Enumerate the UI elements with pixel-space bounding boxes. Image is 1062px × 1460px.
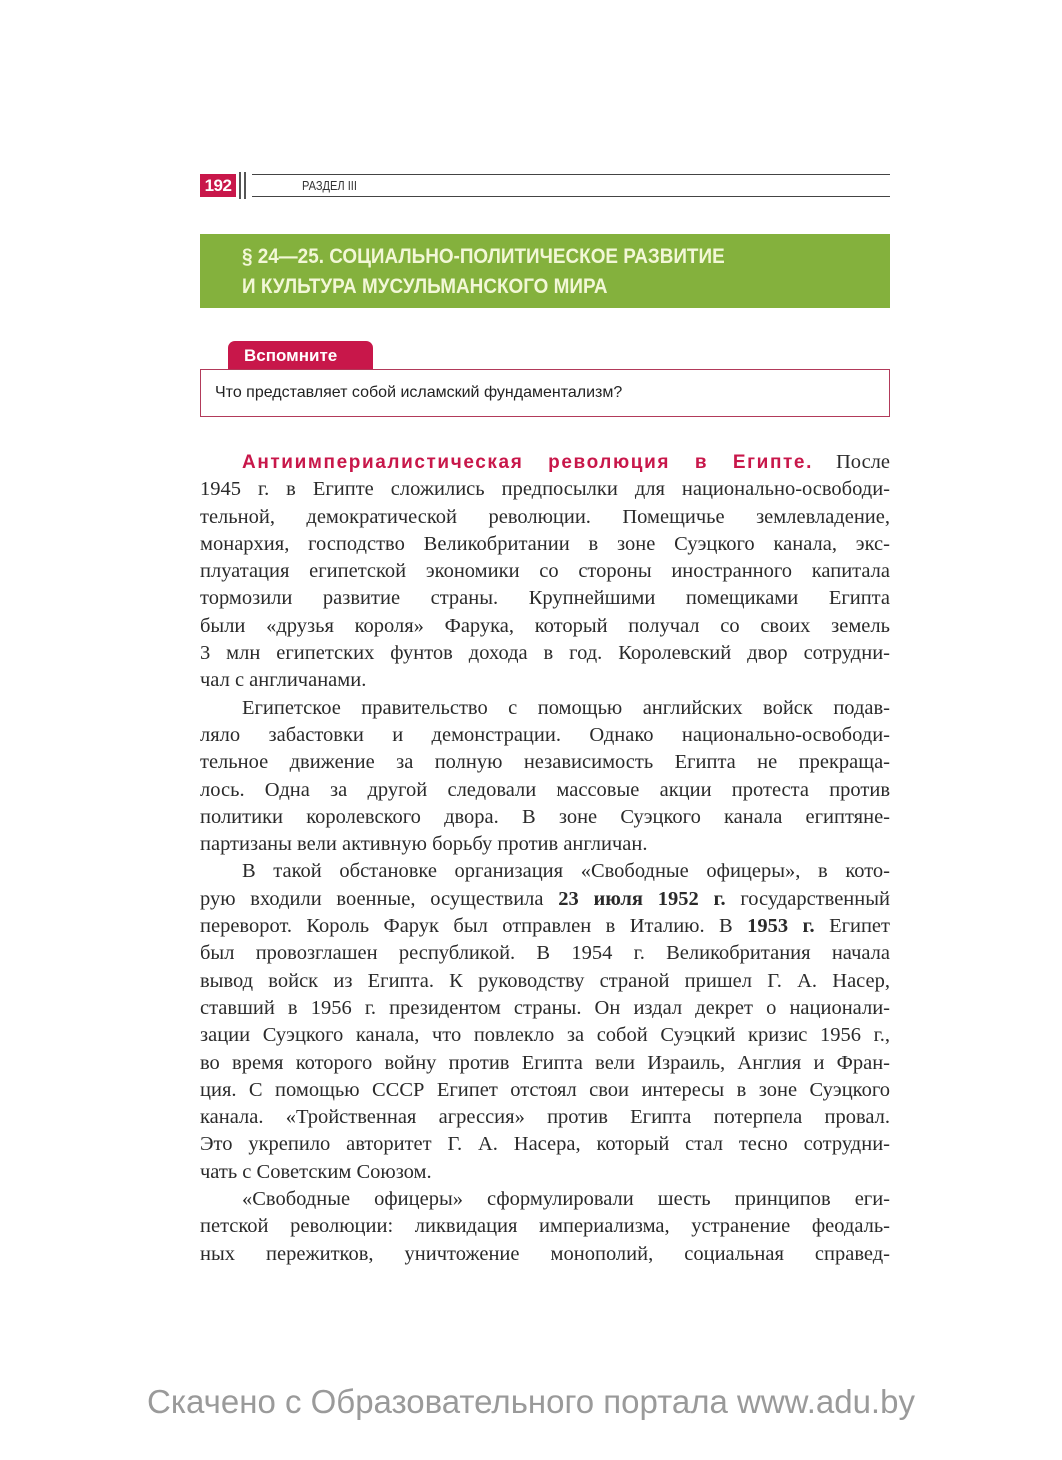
text-line xyxy=(200,449,890,476)
text-segment: переворот. Король Фарук был отправлен в Италию. В xyxy=(200,915,748,938)
text-segment: рую входили военные, осуществила xyxy=(200,887,559,910)
recall-label: Вспомните xyxy=(228,341,373,370)
text-segment: 3 млн египетских фунтов дохода в год. Королевский двор сотрудни- xyxy=(200,642,890,665)
text-segment: чать с Советским Союзом. xyxy=(200,1160,432,1183)
text-segment: вывод войск из Египта. К руководству страной пришел Г. А. Насер, xyxy=(200,969,890,992)
header-rule-bottom xyxy=(252,196,890,197)
emphasis-text: Антиимпериалистическая революция в Египте. xyxy=(242,452,813,473)
text-segment: В такой обстановке организация «Свободные офицеры», в кото- xyxy=(242,860,890,883)
paragraph xyxy=(200,1186,890,1268)
text-line xyxy=(200,1050,890,1077)
text-segment: ция. С помощью СССР Египет отстоял свои интересы в зоне Суэцкого xyxy=(200,1078,890,1101)
text-line xyxy=(200,968,890,995)
text-segment: 1945 г. в Египте сложились предпосылки для национально-освободи- xyxy=(200,478,890,501)
text-line xyxy=(200,1186,890,1213)
text-line xyxy=(200,1077,890,1104)
emphasis-text: 1953 г. xyxy=(747,915,815,938)
text-segment: Египетское правительство с помощью английских войск подав- xyxy=(242,696,890,719)
text-line xyxy=(200,804,890,831)
text-line xyxy=(200,531,890,558)
emphasis-text: 23 июля 1952 г. xyxy=(558,887,726,910)
text-segment: были «друзья короля» Фарука, который получал со своих земель xyxy=(200,614,890,637)
text-segment: тельной, демократической революции. Помещичье землевладение, xyxy=(200,505,890,528)
text-line xyxy=(200,995,890,1022)
watermark: Скачено с Образовательного портала www.adu.by xyxy=(147,1383,915,1420)
text-segment: зации Суэцкого канала, что повлекло за собой Суэцкий кризис 1956 г., xyxy=(200,1024,890,1047)
text-line xyxy=(200,1213,890,1240)
text-segment: петской революции: ликвидация империализма, устранение феодаль- xyxy=(200,1215,890,1238)
text-line xyxy=(200,913,890,940)
text-segment: тельное движение за полную независимость Египта не прекраща- xyxy=(200,751,890,774)
text-segment: партизаны вели активную борьбу против англичан. xyxy=(200,833,648,856)
chapter-title-line1: § 24—25. СОЦИАЛЬНО-ПОЛИТИЧЕСКОЕ РАЗВИТИЕ xyxy=(242,245,725,268)
body-text xyxy=(200,449,890,1268)
divider xyxy=(239,172,241,199)
text-segment: чал с англичанами. xyxy=(200,669,367,692)
text-segment: государственный xyxy=(725,887,890,910)
text-line xyxy=(200,831,890,858)
recall-question: Что представляет собой исламский фундаментализм? xyxy=(215,384,623,401)
text-line xyxy=(200,722,890,749)
text-segment: После xyxy=(812,451,891,473)
paragraph xyxy=(200,449,890,695)
text-segment: «Свободные офицеры» сформулировали шесть принципов еги- xyxy=(242,1188,890,1211)
text-line xyxy=(200,1159,890,1186)
text-line xyxy=(200,667,890,694)
text-line xyxy=(200,886,890,913)
text-line xyxy=(200,504,890,531)
text-segment: во время которого войну против Египта вели Израиль, Англия и Фран- xyxy=(200,1051,890,1074)
text-segment: ставший в 1956 г. президентом страны. Он издал декрет о национали- xyxy=(200,996,890,1019)
header-rule-top xyxy=(252,174,890,175)
text-line xyxy=(200,749,890,776)
chapter-title xyxy=(200,234,890,308)
text-segment: политики королевского двора. В зоне Суэцкого канала египтяне- xyxy=(200,805,890,828)
text-line xyxy=(200,1022,890,1049)
paragraph xyxy=(200,695,890,859)
chapter-title-line2: И КУЛЬТУРА МУСУЛЬМАНСКОГО МИРА xyxy=(242,275,608,298)
text-segment: Это укрепило авторитет Г. А. Насера, который стал тесно сотрудни- xyxy=(200,1133,890,1156)
text-line xyxy=(200,585,890,612)
text-line xyxy=(200,940,890,967)
text-segment: лось. Одна за другой следовали массовые акции протеста против xyxy=(200,778,890,801)
text-segment: ных пережитков, уничтожение монополий, социальная справед- xyxy=(200,1242,890,1265)
text-line xyxy=(200,1241,890,1268)
text-line xyxy=(200,858,890,885)
divider xyxy=(244,172,246,199)
text-line xyxy=(200,777,890,804)
text-segment: монархия, господство Великобритании в зоне Суэцкого канала, экс- xyxy=(200,532,890,555)
text-line xyxy=(200,1104,890,1131)
text-line xyxy=(200,1131,890,1158)
paragraph xyxy=(200,858,890,1186)
text-line xyxy=(200,613,890,640)
text-segment: тормозили развитие страны. Крупнейшими помещиками Египта xyxy=(200,587,890,610)
recall-box xyxy=(200,369,890,417)
text-line xyxy=(200,695,890,722)
text-segment: был провозглашен республикой. В 1954 г. Великобритания начала xyxy=(200,942,890,965)
text-line xyxy=(200,476,890,503)
text-segment: плуатация египетской экономики со стороны иностранного капитала xyxy=(200,560,890,583)
page-number: 192 xyxy=(200,174,236,197)
text-line xyxy=(200,640,890,667)
text-segment: Египет xyxy=(814,915,890,938)
section-label: РАЗДЕЛ III xyxy=(302,178,357,193)
text-line xyxy=(200,558,890,585)
text-segment: канала. «Тройственная агрессия» против Египта потерпела провал. xyxy=(200,1106,890,1129)
text-segment: ляло забастовки и демонстрации. Однако национально-освободи- xyxy=(200,723,890,746)
